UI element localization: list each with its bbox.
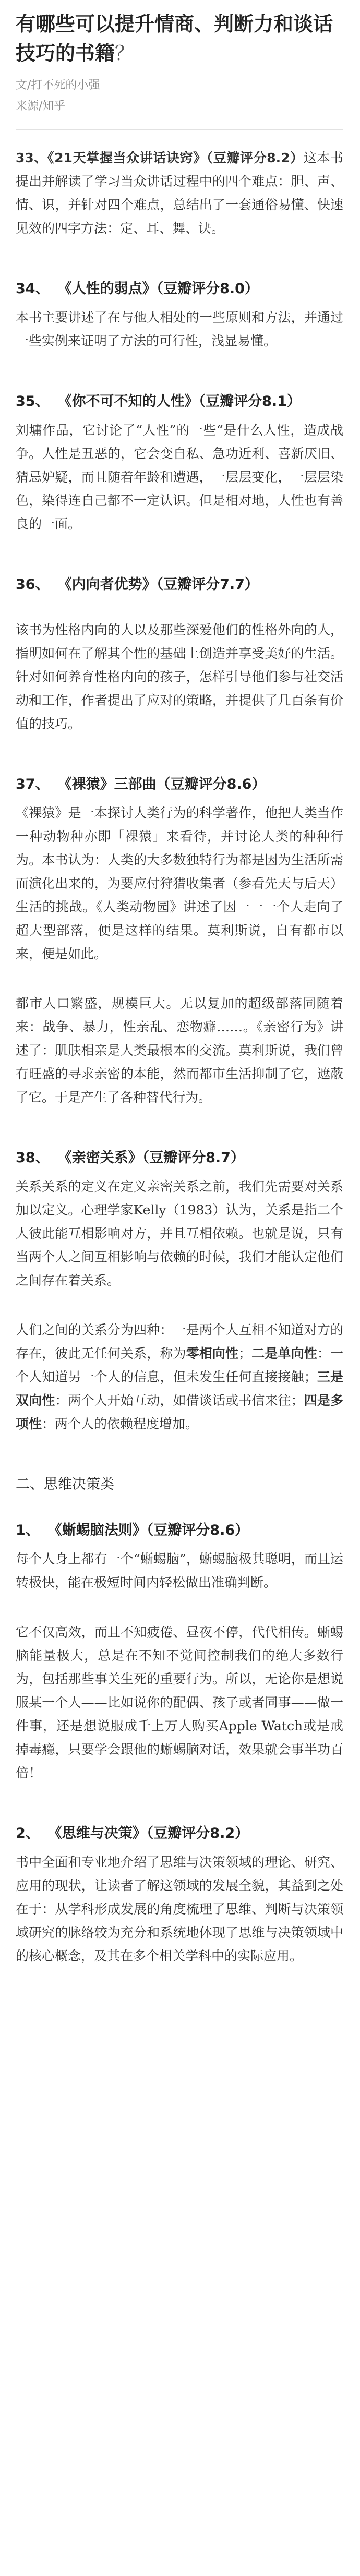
book-34-number: 34、: [16, 281, 50, 297]
book-35-text: 刘墉作品，它讨论了“人性”的一些“是什么人性，造成战争。人性是丑恶的，它会变自私、急功近利、喜新厌旧、猜忌妒疑，而且随着年龄和遭遇，一层层变化，一层层染色，染得连自己都不一定认识。但是相对地，人性也有善良的一面。: [16, 423, 343, 532]
relations-text-3: ：一个人知道另一个人的信息，但未发生任何直接接触；: [16, 1346, 343, 1385]
relations-term-2: 二是单向性: [251, 1346, 317, 1361]
book-36-number: 36、: [16, 576, 50, 593]
book-35-title: 《你不可不知的人性》（豆瓣评分8.1）: [57, 393, 301, 410]
decision-book-1-number: 1、: [16, 1522, 40, 1538]
book-33-paragraph: [16, 146, 343, 240]
relations-text-2: ；: [238, 1346, 252, 1361]
book-38-text: 关系关系的定义在定义亲密关系之前，我们先需要对关系加以定义。心理学家Kelly（1983）认为，关系是指二个人彼此能互相影响对方，并且互相依赖。也就是说，只有当两个人之间互相影响与依赖的时候，我们才能认定他们之间存在着关系。: [16, 1179, 343, 1288]
book-37-text-1: 《裸猿》是一本探讨人类行为的科学著作，他把人类当作一种动物种亦即「裸猿」来看待，并讨论人类的种种行为。本书认为：人类的大多数独特行为都是因为生活所需而演化出来的，为要应付狩猎收集者（参看先天与后天）生活的挑战。《人类动物园》讲述了因一一一个人走向了超大型部落，便是这样的结果。莫利斯说，自有都市以来，便是如此。: [16, 805, 343, 961]
article-title: [16, 9, 343, 68]
book-33-number: 33、: [16, 150, 48, 165]
article-byline: 文/打不死的小强: [16, 79, 100, 92]
relations-text-4: ：两个人开始互动，如借谈话或书信来往；: [55, 1393, 304, 1408]
decision-book-2-text: 书中全面和专业地介绍了思维与决策领域的理论、研究、应用的现状，让读者了解这领域的发展全貌，其益到之处在于：从学科形成发展的角度梳理了思维、判断与决策领域研究的脉络较为充分和系统地体现了思维与决策领域中的核心概念，及其在多个相关学科中的实际应用。: [16, 1855, 343, 1964]
decision-book-1-text-2: 它不仅高效，而且不知疲倦、昼夜不停，代代相传。蜥蜴脑能量极大，总是在不知不觉间控制我们的绝大多数行为，包括那些事关生死的重要行为。所以，无论你是想说服某一个人——比如说你的配偶、孩子或者同事——做一件事，还是想说服成千上万人购买Apple Watch或是戒掉毒瘾，只要学会跟他的蜥蜴脑对话，效果就会事半功百倍！: [16, 1624, 343, 1780]
book-36-title: 《内向者优势》（豆瓣评分7.7）: [57, 576, 259, 593]
book-section-38: [16, 1146, 343, 1436]
book-section-35: [16, 389, 343, 536]
book-35-number: 35、: [16, 393, 50, 410]
book-36-text: 该书为性格内向的人以及那些深爱他们的性格外向的人，指明如何在了解其个性的基础上创造并享受美好的生活。针对如何养育性格内向的孩子，怎样引导他们参与社交活动和工作，作者提出了应对的策略，并提供了几百条有价值的技巧。: [16, 622, 343, 731]
article-title-qmark: ？: [115, 42, 135, 65]
article-source: 来源/知乎: [16, 100, 66, 113]
article-title-text: 有哪些可以提升情商、判断力和谈话技巧的书籍: [16, 13, 333, 65]
book-34-heading: [16, 276, 343, 302]
book-section-34: [16, 276, 343, 353]
relations-term-3: 三是双向性: [16, 1369, 343, 1408]
book-section-33: [16, 146, 343, 240]
decision-book-section-1: [16, 1518, 343, 1785]
decision-book-2-number: 2、: [16, 1825, 40, 1841]
book-37-number: 37、: [16, 776, 50, 792]
book-38-heading: [16, 1146, 343, 1171]
relations-term-4: 四是多项性: [16, 1393, 343, 1431]
book-33-text: 这本书提出并解读了学习当众讲话过程中的四个难点：胆、声、情、识，并针对四个难点，总结出了一套通俗易懂、快速见效的四字方法：定、耳、舞、诀。: [16, 150, 343, 236]
part-two-heading: 二、思维决策类: [16, 1476, 114, 1492]
book-section-37: [16, 772, 343, 1109]
relations-term-1: 零相向性: [186, 1346, 239, 1361]
book-33-title: 《21天掌握当众讲话诀窍》（豆瓣评分8.2）: [47, 150, 304, 165]
decision-book-2-title: 《思维与决策》（豆瓣评分8.2）: [47, 1825, 249, 1841]
book-38-title: 《亲密关系》（豆瓣评分8.7）: [57, 1150, 245, 1166]
book-section-36: [16, 572, 343, 736]
relations-lead: 人们之间的关系分为四种：: [16, 1322, 173, 1338]
decision-book-1-heading: [16, 1518, 343, 1543]
decision-book-1-title: 《蜥蜴脑法则》（豆瓣评分8.6）: [47, 1522, 249, 1538]
book-37-title: 《裸猿》三部曲（豆瓣评分8.6）: [57, 776, 266, 792]
book-34-title: 《人性的弱点》（豆瓣评分8.0）: [57, 281, 259, 297]
book-36-heading: [16, 572, 343, 597]
book-37-text-2: 都市人口繁盛，规模巨大。无以复加的超级部落同随着来：战争、暴力，性亲乱、恋物癖……。《亲密行为》讲述了：肌肤相亲是人类最根本的交流。莫利斯说，我们曾有旺盛的寻求亲密的本能，然而都市生活抑制了它，遮蔽了它。于是产生了各种替代行为。: [16, 996, 343, 1105]
decision-book-1-text-1: 每个人身上都有一个“蜥蜴脑”，蜥蜴脑极其聪明，而且运转极快，能在极短时间内轻松做出准确判断。: [16, 1551, 343, 1590]
book-37-heading: [16, 772, 343, 797]
decision-book-section-2: [16, 1821, 343, 1968]
book-35-heading: [16, 389, 343, 414]
relations-text-5: ：两个人的依赖程度增加。: [42, 1416, 199, 1431]
header-divider: [16, 129, 343, 130]
book-38-number: 38、: [16, 1150, 50, 1166]
relations-paragraph: [16, 1318, 343, 1436]
relations-text-1: 一是两个人互相不知道对方的存在，彼此无任何关系，称为: [16, 1322, 343, 1361]
book-34-text: 本书主要讲述了在与他人相处的一些原则和方法，并通过一些实例来证明了方法的可行性，浅显易懂。: [16, 310, 343, 348]
decision-book-2-heading: [16, 1821, 343, 1846]
